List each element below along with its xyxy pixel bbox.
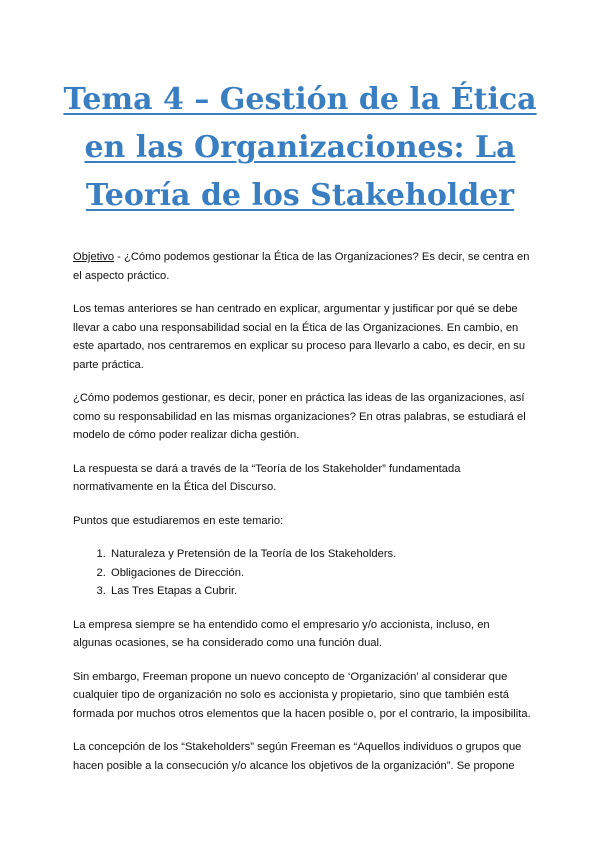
paragraph: ¿Cómo podemos gestionar, es decir, poner en práctica las ideas de las organizaciones, así como su responsabilidad en las mismas organizaciones? En otras palabras, se estudiará el modelo de cómo poder realizar dicha gestión. — [73, 392, 526, 441]
objective-text: - ¿Cómo podemos gestionar la Ética de las Organizaciones? Es decir, se centra en el aspecto práctico. — [73, 251, 530, 282]
list-item: 1. Naturaleza y Pretensión de la Teoría de los Stakeholders. — [109, 545, 531, 564]
paragraph: La empresa siempre se ha entendido como el empresario y/o accionista, incluso, en algunas ocasiones, se ha considerado como una función dual. — [73, 618, 490, 649]
title-line-1: Tema 4 – Gestión de la Ética — [63, 82, 537, 117]
document-title — [50, 76, 550, 220]
document-body — [73, 248, 531, 790]
objective-label: Objetivo — [73, 251, 115, 263]
objective-paragraph — [73, 248, 531, 285]
title-line-2: en las Organizaciones: La — [84, 130, 516, 165]
list-item: 3. Las Tres Etapas a Cubrir. — [109, 582, 531, 601]
topics-list — [73, 545, 531, 601]
paragraph: La concepción de los “Stakeholders” según Freeman es “Aquellos individuos o grupos que hacen posible a la consecución y/o alcance los objetivos de la organización”. Se propone — [73, 741, 522, 772]
paragraph: Sin embargo, Freeman propone un nuevo concepto de ‘Organización’ al considerar que cualquier tipo de organización no solo es accionista y propietario, sino que también está formada por muchos otros elementos que la hacen posible o, por el contrario, la imposibilita. — [73, 670, 531, 720]
paragraph: La respuesta se dará a través de la “Teoría de los Stakeholder” fundamentada normativamente en la Ética del Discurso. — [73, 462, 461, 493]
title-line-3: Teoría de los Stakeholder — [85, 178, 515, 213]
list-item: 2. Obligaciones de Dirección. — [109, 564, 531, 583]
paragraph: Puntos que estudiaremos en este temario: — [73, 514, 284, 527]
paragraph: Los temas anteriores se han centrado en explicar, argumentar y justificar por qué se debe llevar a cabo una responsabilidad social en la Ética de las Organizaciones. En cambio, en este apartado, nos centraremos en explicar su proceso para llevarlo a cabo, es decir, en su parte práctica. — [73, 303, 526, 371]
